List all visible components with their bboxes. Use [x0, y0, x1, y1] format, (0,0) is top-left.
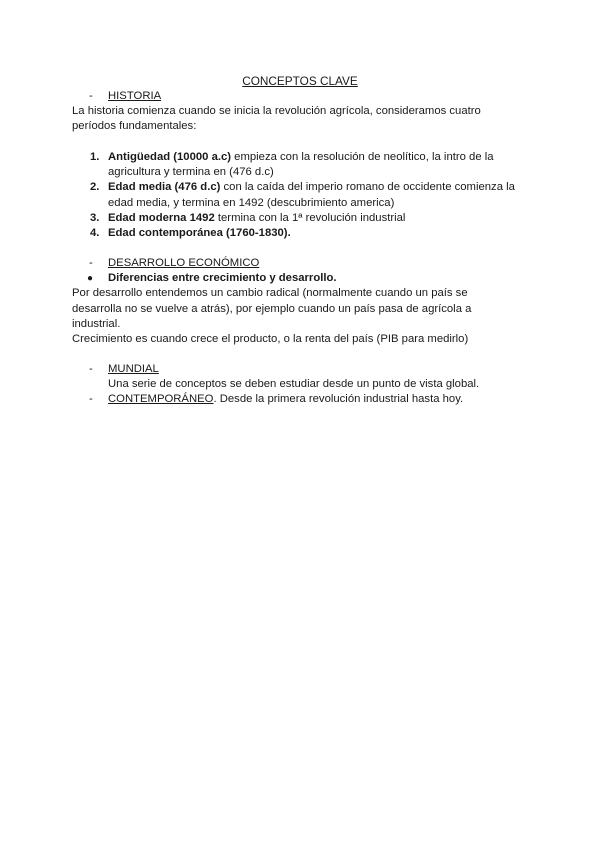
desarrollo-paragraph-1: Por desarrollo entendemos un cambio radical (normalmente cuando un país se desarrolla no se vuelve a atrás), por ejemplo cuando un país pasa de agrícola a industrial. — [72, 287, 472, 330]
period-text: con la caída del imperio romano de occidente comienza la edad media, y termina en 1492 (descubrimiento america) — [108, 181, 515, 209]
period-number: 2. — [90, 181, 100, 194]
period-title: Edad contemporánea (1760-1830). — [108, 227, 291, 240]
desarrollo-bullet: Diferencias entre crecimiento y desarrollo. — [108, 272, 337, 285]
period-item — [72, 180, 542, 210]
desarrollo-paragraph-2: Crecimiento es cuando crece el producto, o la renta del país (PIB para medirlo) — [72, 333, 469, 346]
period-title: Edad media (476 d.c) — [108, 181, 221, 194]
contemporaneo-text: . Desde la primera revolución industrial hasta hoy. — [213, 393, 464, 406]
mundial-heading: MUNDIAL — [108, 363, 159, 375]
period-item — [72, 211, 542, 226]
period-title: Edad moderna 1492 — [108, 211, 215, 224]
period-number: 3. — [90, 211, 100, 224]
desarrollo-section — [72, 256, 532, 347]
document-title: CONCEPTOS CLAVE — [242, 74, 358, 88]
dash-mark: - — [89, 363, 93, 375]
historia-section — [72, 89, 532, 135]
dash-mark: - — [89, 90, 93, 102]
bullet-mark: ● — [87, 273, 94, 285]
period-number: 1. — [90, 151, 100, 163]
historia-heading-item — [72, 89, 532, 104]
periods-list — [72, 150, 542, 241]
period-title: Antigüedad (10000 a.c) — [108, 151, 232, 163]
period-text: empieza con la resolución de neolítico, la intro de la agricultura y termina en (476 d.c) — [108, 151, 494, 179]
mundial-item — [72, 362, 532, 392]
historia-heading: HISTORIA — [108, 90, 162, 102]
dash-mark: - — [89, 393, 93, 406]
period-number: 4. — [90, 227, 100, 240]
historia-intro: La historia comienza cuando se inicia la revolución agrícola, consideramos cuatro períodos fundamentales: — [72, 105, 481, 133]
contemporaneo-heading: CONTEMPORÁNEO — [108, 393, 214, 406]
desarrollo-bullet-item — [72, 271, 532, 286]
desarrollo-heading-item — [72, 256, 532, 271]
period-item — [72, 150, 542, 180]
mundial-text: Una serie de conceptos se deben estudiar desde un punto de vista global. — [108, 378, 480, 391]
desarrollo-heading: DESARROLLO ECONÓMICO — [108, 257, 260, 269]
period-text: termina con la 1ª revolución industrial — [214, 211, 406, 224]
period-item — [72, 226, 542, 241]
dash-mark: - — [89, 257, 93, 269]
mundial-section — [72, 362, 532, 408]
contemporaneo-item — [72, 392, 532, 407]
